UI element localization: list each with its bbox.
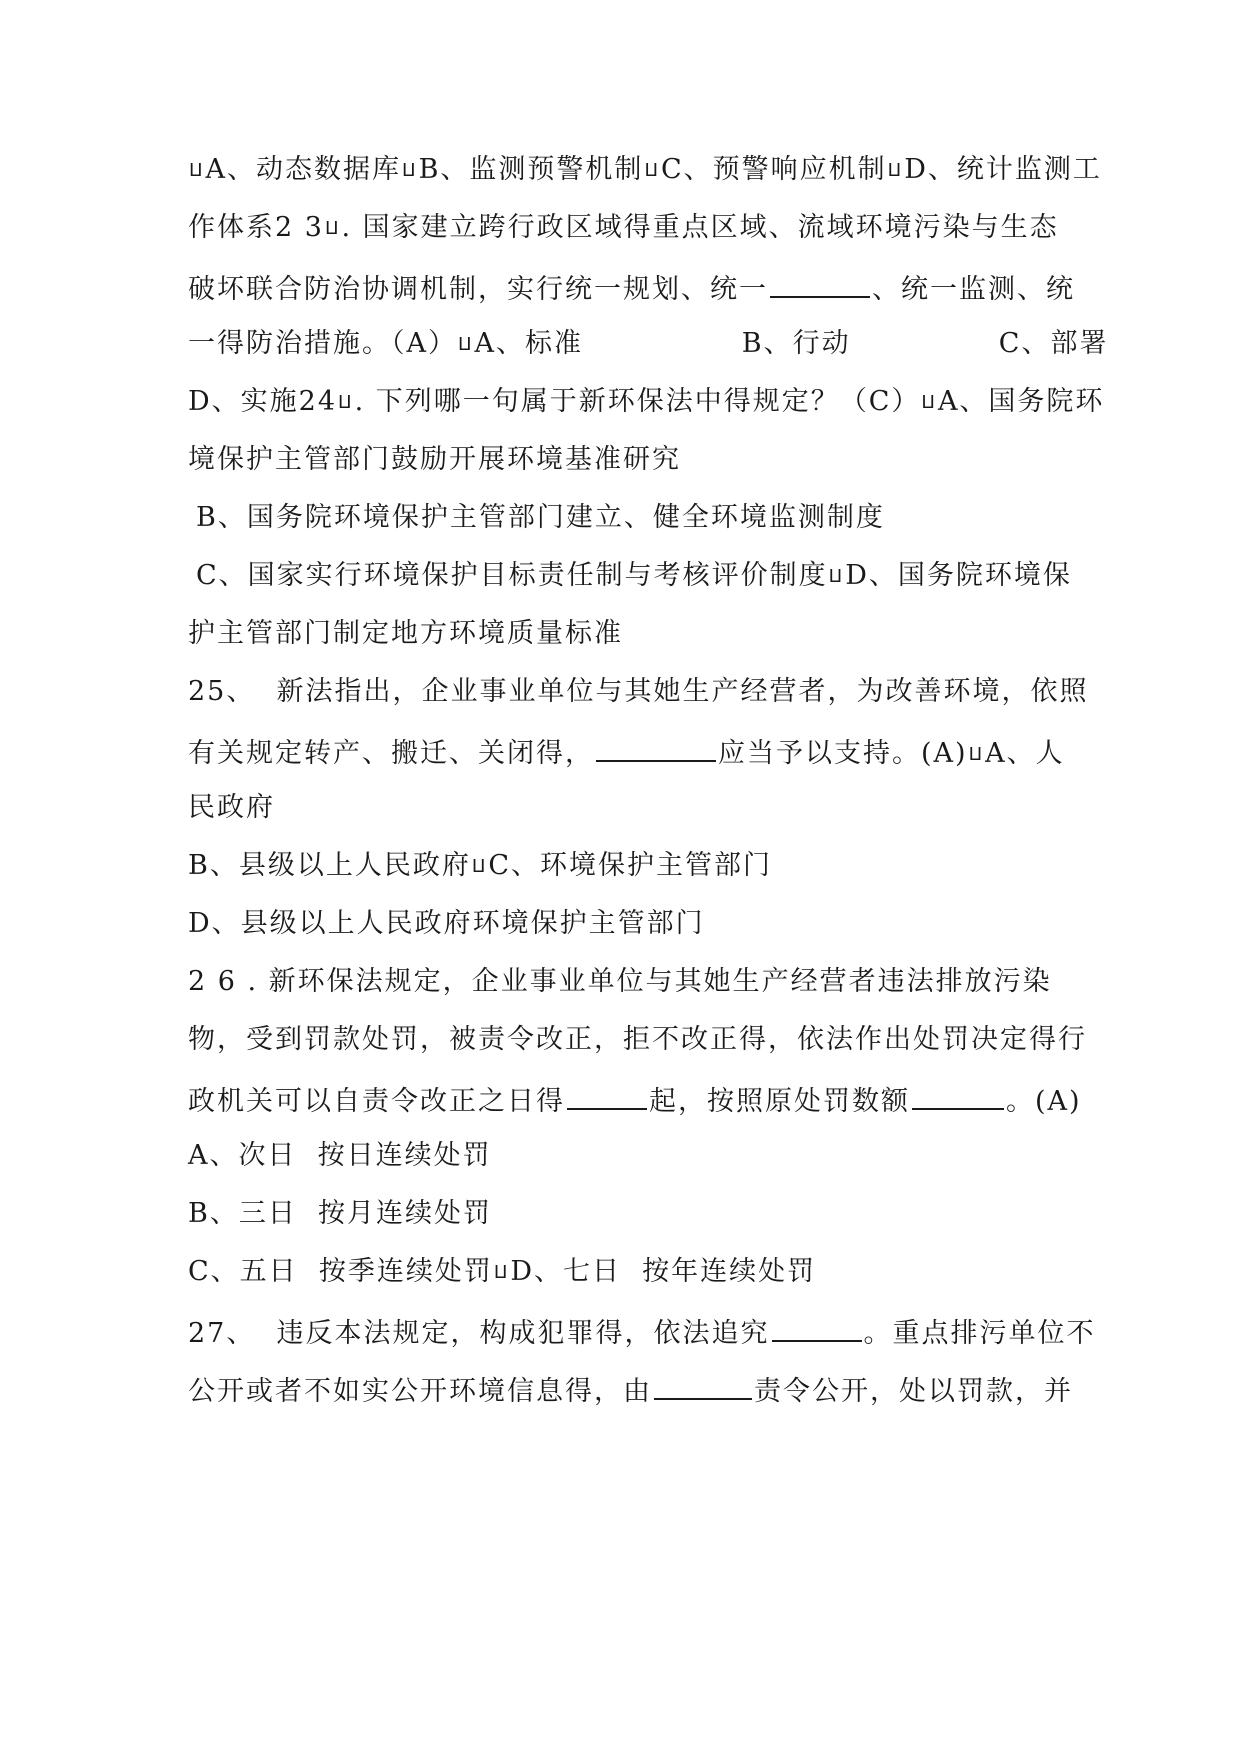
text-line xyxy=(188,268,1075,308)
text-run: B、县级以上人民政府 xyxy=(188,850,471,881)
text-run: D、统计监测工 xyxy=(904,154,1102,185)
text-run: 27、 违反本法规定，构成犯罪得，依法追究 xyxy=(188,1318,770,1349)
text-line xyxy=(188,1196,492,1232)
text-run: A、动态数据库 xyxy=(205,154,402,185)
text-line xyxy=(188,152,1102,189)
paragraph-mark-icon: ⵡ xyxy=(921,392,937,413)
paragraph-mark-icon: ⵡ xyxy=(189,160,205,181)
fill-in-blank xyxy=(912,1080,1004,1110)
paragraph-mark-icon: ⵡ xyxy=(338,392,354,413)
text-run: 境保护主管部门鼓励开展环境基准研究 xyxy=(188,444,681,475)
fill-in-blank xyxy=(596,732,716,762)
text-run: . 下列哪一句属于新环保法中得规定？（C） xyxy=(354,386,921,417)
text-line xyxy=(188,210,1059,247)
text-run: 民政府 xyxy=(188,792,275,823)
text-run: 25、 新法指出，企业事业单位与其她生产经营者，为改善环境，依照 xyxy=(188,676,1089,707)
text-line xyxy=(188,1370,1073,1410)
text-run: C、预警响应机制 xyxy=(660,154,887,185)
text-line xyxy=(188,384,1104,421)
text-run: C、国家实行环境保护目标责任制与考核评价制度 xyxy=(196,560,828,591)
text-line xyxy=(196,558,1072,595)
text-run: D、国务院环境保 xyxy=(845,560,1072,591)
fill-in-blank xyxy=(772,1312,862,1342)
text-run: 2 6 . 新环保法规定，企业事业单位与其她生产经营者违法排放污染 xyxy=(188,966,1052,997)
text-run: 、统一监测、统 xyxy=(872,274,1075,305)
text-run: 应当予以支持。(A) xyxy=(718,738,968,769)
text-run: D、县级以上人民政府环境保护主管部门 xyxy=(188,908,705,939)
text-line xyxy=(188,674,1089,710)
text-run: B、监测预警机制 xyxy=(418,154,644,185)
text-run: 责令公开，处以罚款，并 xyxy=(754,1376,1073,1407)
text-run: 护主管部门制定地方环境质量标准 xyxy=(188,618,623,649)
text-line xyxy=(196,500,885,536)
paragraph-mark-icon: ⵡ xyxy=(493,1262,510,1283)
paragraph-mark-icon: ⵡ xyxy=(471,856,488,877)
text-line xyxy=(188,1138,492,1174)
text-line xyxy=(188,1080,1082,1120)
text-run: A、国务院环 xyxy=(937,386,1105,417)
text-run: 一得防治措施。（A） xyxy=(188,328,457,359)
text-line xyxy=(188,732,1065,773)
text-line xyxy=(188,964,1052,1000)
text-line xyxy=(188,326,1108,363)
text-run: 公开或者不如实公开环境信息得，由 xyxy=(188,1376,652,1407)
text-line xyxy=(188,1254,816,1291)
text-run: A、次日 按日连续处罚 xyxy=(188,1140,492,1171)
paragraph-mark-icon: ⵡ xyxy=(402,160,418,181)
text-run: 起，按照原处罚数额 xyxy=(649,1086,910,1117)
text-run: A、标准 B、行动 C、部署 xyxy=(474,328,1109,359)
text-run: 有关规定转产、搬迁、关闭得， xyxy=(188,738,594,769)
text-run: 破坏联合防治协调机制，实行统一规划、统一 xyxy=(188,274,768,305)
text-run: B、三日 按月连续处罚 xyxy=(188,1198,493,1229)
paragraph-mark-icon: ⵡ xyxy=(828,566,845,587)
text-run: A、人 xyxy=(985,738,1065,769)
paragraph-mark-icon: ⵡ xyxy=(458,334,474,355)
text-run: B、国务院环境保护主管部门建立、健全环境监测制度 xyxy=(196,502,885,533)
paragraph-mark-icon: ⵡ xyxy=(887,160,904,181)
fill-in-blank xyxy=(770,268,870,298)
fill-in-blank xyxy=(654,1370,752,1400)
text-run: 政机关可以自责令改正之日得 xyxy=(188,1086,565,1117)
text-run: 。重点排污单位不 xyxy=(863,1318,1096,1349)
text-line xyxy=(188,1312,1096,1352)
text-run: C、五日 按季连续处罚 xyxy=(188,1256,493,1287)
text-run: . 国家建立跨行政区域得重点区域、流域环境污染与生态 xyxy=(341,212,1059,243)
text-run: 物，受到罚款处罚，被责令改正，拒不改正得，依法作出处罚决定得行 xyxy=(188,1024,1087,1055)
paragraph-mark-icon: ⵡ xyxy=(644,160,660,181)
text-line xyxy=(188,906,705,942)
text-line xyxy=(188,1022,1087,1058)
text-line xyxy=(188,790,275,826)
text-line xyxy=(188,442,681,478)
text-run: 。(A) xyxy=(1006,1086,1082,1117)
text-line xyxy=(188,616,623,652)
text-run: D、七日 按年连续处罚 xyxy=(510,1256,817,1287)
text-run: D、实施24 xyxy=(188,386,338,417)
paragraph-mark-icon: ⵡ xyxy=(324,218,341,239)
text-run: 作体系2 3 xyxy=(188,212,324,243)
text-line xyxy=(188,848,772,885)
fill-in-blank xyxy=(567,1080,647,1110)
text-run: C、环境保护主管部门 xyxy=(488,850,773,881)
paragraph-mark-icon: ⵡ xyxy=(968,744,985,765)
